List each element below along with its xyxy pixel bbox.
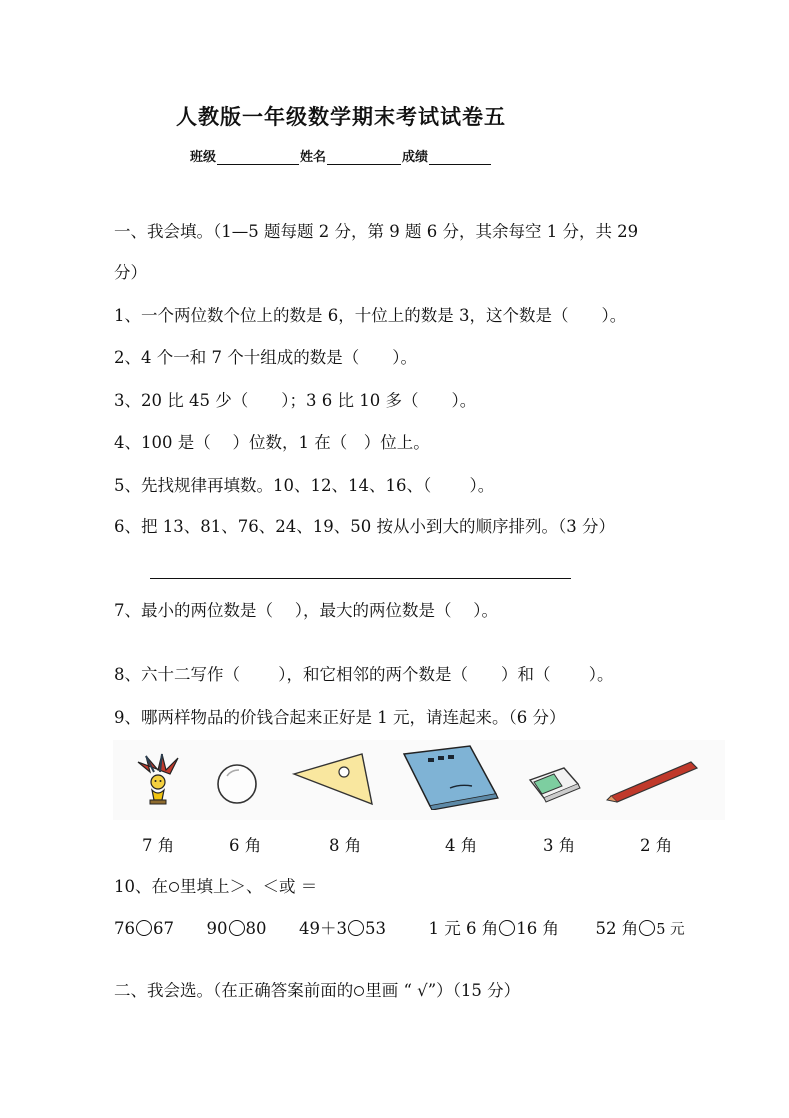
compare-right: 16 角 <box>516 919 559 938</box>
price-label: 3 角 <box>543 836 576 855</box>
price-label: 8 角 <box>329 836 362 855</box>
question-10 <box>114 876 317 898</box>
question-7: 7、最小的两位数是（ ），最大的两位数是（ ）。 <box>114 601 498 620</box>
circle-icon <box>354 986 364 996</box>
compare-right: 53 <box>365 919 386 938</box>
section1-heading: 一、我会填。（1—5 题每题 2 分，第 9 题 6 分，其余每空 1 分，共 29 <box>114 222 639 241</box>
question-5: 5、先找规律再填数。10、12、14、16、（ ）。 <box>114 476 495 495</box>
name-label: 姓名 <box>300 150 327 165</box>
price-label: 2 角 <box>640 836 673 855</box>
circle-icon <box>169 882 179 892</box>
page-title: 人教版一年级数学期末考试试卷五 <box>176 105 506 129</box>
question-9: 9、哪两样物品的价钱合起来正好是 1 元，请连起来。（6 分） <box>114 708 566 727</box>
price-label: 7 角 <box>142 836 175 855</box>
class-label: 班级 <box>190 150 217 165</box>
compare-right: 80 <box>245 919 267 938</box>
price-label: 4 角 <box>445 836 478 855</box>
compare-left: 76 <box>114 919 135 938</box>
compare-right: 67 <box>153 919 174 938</box>
question-10-text-tail: 里填上＞、＜或 ＝ <box>180 877 318 896</box>
triangle-ruler-icon[interactable] <box>290 752 376 808</box>
pencil-icon[interactable] <box>605 758 701 804</box>
compare-right: 5 元 <box>656 922 685 938</box>
question-1: 1、一个两位数个位上的数是 6，十位上的数是 3，这个数是（ ）。 <box>114 306 627 325</box>
answer-line[interactable] <box>150 578 571 579</box>
question-2: 2、4 个一和 7 个十组成的数是（ ）。 <box>114 348 417 367</box>
compare-row <box>114 918 685 941</box>
jester-toy-icon[interactable] <box>128 750 188 810</box>
student-info-row <box>190 145 492 165</box>
name-blank[interactable] <box>327 149 401 165</box>
eraser-icon[interactable] <box>524 764 584 804</box>
compare-circle[interactable] <box>229 920 245 936</box>
compare-left: 52 角 <box>595 919 639 938</box>
compare-circle[interactable] <box>499 920 515 936</box>
question-4: 4、100 是（ ）位数，1 在（ ）位上。 <box>114 433 430 452</box>
question-10-text: 10、在 <box>114 877 168 896</box>
ball-icon[interactable] <box>213 760 261 808</box>
score-label: 成绩 <box>402 150 429 165</box>
compare-circle[interactable] <box>639 920 655 936</box>
section2-heading <box>114 980 520 1002</box>
compare-circle[interactable] <box>348 920 364 936</box>
question-3: 3、20 比 45 少（ ）；3 6 比 10 多（ ）。 <box>114 391 477 410</box>
compare-left: 90 <box>206 919 228 938</box>
score-blank[interactable] <box>429 149 491 165</box>
notebook-icon[interactable] <box>400 744 500 810</box>
question-6: 6、把 13、81、76、24、19、50 按从小到大的顺序排列。（3 分） <box>114 517 615 536</box>
section1-heading-cont: 分） <box>114 263 147 282</box>
compare-circle[interactable] <box>136 920 152 936</box>
question-8: 8、六十二写作（ ），和它相邻的两个数是（ ）和（ ）。 <box>114 665 614 684</box>
section2-heading-text: 二、我会选。（在正确答案前面的 <box>114 981 354 1000</box>
price-label: 6 角 <box>229 836 262 855</box>
class-blank[interactable] <box>217 149 299 165</box>
section2-heading-text-tail: 里画 “ √”）（15 分） <box>365 981 521 1000</box>
compare-left: 1 元 6 角 <box>428 919 499 938</box>
compare-left: 49＋3 <box>299 919 347 938</box>
